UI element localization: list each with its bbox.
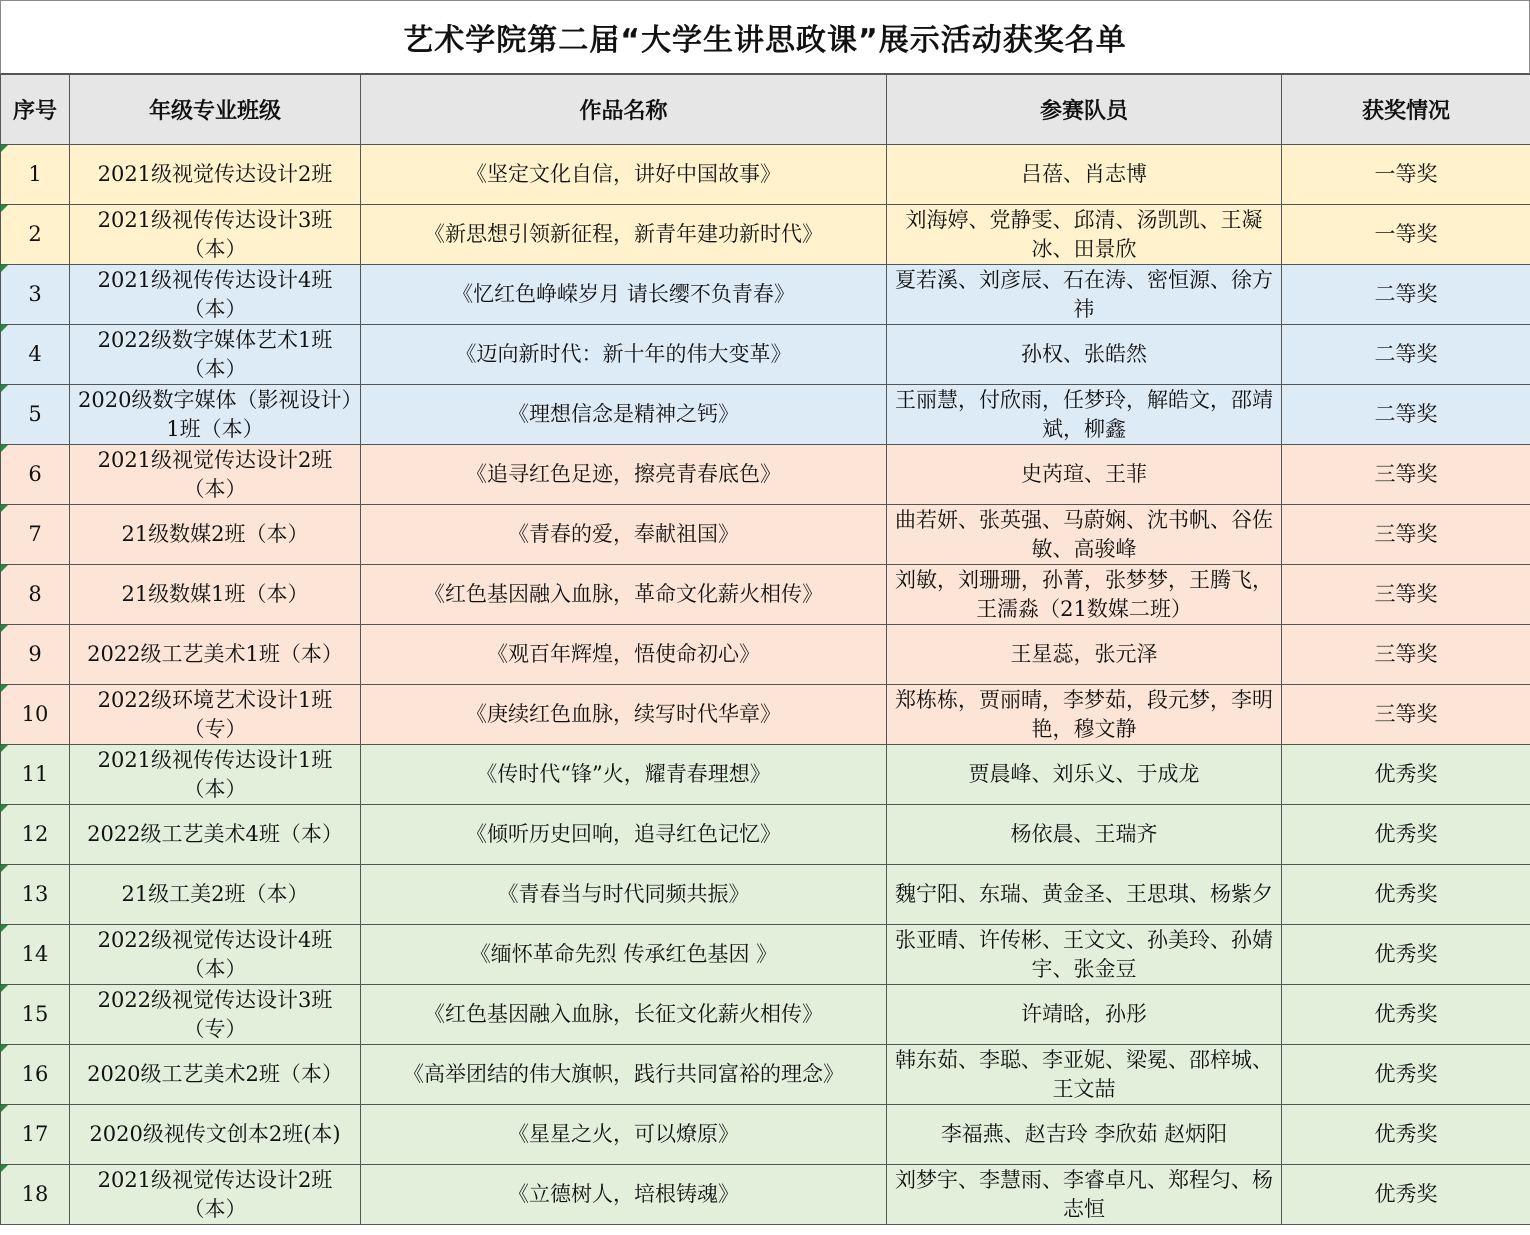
cell-members[interactable]: 夏若溪、刘彦辰、石在涛、密恒源、徐方祎: [887, 265, 1282, 325]
cell-index[interactable]: 8: [1, 565, 70, 625]
cell-members[interactable]: 魏宁阳、东瑞、黄金圣、王思琪、杨紫夕: [887, 865, 1282, 925]
page-title: 艺术学院第二届“大学生讲思政课”展示活动获奖名单: [403, 23, 1127, 58]
cell-index[interactable]: 11: [1, 745, 70, 805]
table-row: [1, 805, 1530, 865]
cell-members[interactable]: 曲若妍、张英强、马蔚娴、沈书帆、谷佐敏、高骏峰: [887, 505, 1282, 565]
cell-members[interactable]: 杨依晨、王瑞齐: [887, 805, 1282, 865]
cell-work[interactable]: 《追寻红色足迹，擦亮青春底色》: [361, 445, 887, 505]
cell-index[interactable]: 4: [1, 325, 70, 385]
cell-class[interactable]: 2020级数字媒体（影视设计）1班（本）: [70, 385, 361, 445]
cell-class[interactable]: 2021级视传传达设计4班（本）: [70, 265, 361, 325]
cell-class[interactable]: 21级数媒2班（本）: [70, 505, 361, 565]
cell-award[interactable]: 三等奖: [1282, 505, 1530, 565]
table-row: [1, 745, 1530, 805]
cell-members[interactable]: 刘海婷、党静雯、邱清、汤凯凯、王凝冰、田景欣: [887, 205, 1282, 265]
cell-index[interactable]: 17: [1, 1105, 70, 1165]
cell-members[interactable]: 刘敏，刘珊珊，孙菁，张梦梦，王腾飞，王濡淼（21数媒二班）: [887, 565, 1282, 625]
cell-work[interactable]: 《立德树人，培根铸魂》: [361, 1165, 887, 1225]
cell-index[interactable]: 9: [1, 625, 70, 685]
cell-class[interactable]: 2021级视传传达设计3班（本）: [70, 205, 361, 265]
cell-work[interactable]: 《忆红色峥嵘岁月 请长缨不负青春》: [361, 265, 887, 325]
header-work[interactable]: 作品名称: [361, 75, 887, 145]
cell-work[interactable]: 《红色基因融入血脉，革命文化薪火相传》: [361, 565, 887, 625]
table-row: [1, 565, 1530, 625]
header-class[interactable]: 年级专业班级: [70, 75, 361, 145]
table-row: [1, 685, 1530, 745]
cell-members[interactable]: 韩东茹、李聪、李亚妮、梁冕、邵梓城、王文喆: [887, 1045, 1282, 1105]
table-row: [1, 385, 1530, 445]
cell-award[interactable]: 优秀奖: [1282, 1165, 1530, 1225]
cell-award[interactable]: 三等奖: [1282, 625, 1530, 685]
table-row: [1, 445, 1530, 505]
cell-index[interactable]: 2: [1, 205, 70, 265]
header-index[interactable]: 序号: [1, 75, 70, 145]
cell-award[interactable]: 优秀奖: [1282, 745, 1530, 805]
table-row: [1, 925, 1530, 985]
header-award[interactable]: 获奖情况: [1282, 75, 1530, 145]
cell-class[interactable]: 21级工美2班（本）: [70, 865, 361, 925]
cell-award[interactable]: 二等奖: [1282, 385, 1530, 445]
cell-index[interactable]: 18: [1, 1165, 70, 1225]
cell-class[interactable]: 2021级视觉传达设计2班: [70, 145, 361, 205]
cell-work[interactable]: 《青春的爱，奉献祖国》: [361, 505, 887, 565]
cell-index[interactable]: 15: [1, 985, 70, 1045]
table-row: [1, 1165, 1530, 1225]
cell-award[interactable]: 二等奖: [1282, 265, 1530, 325]
cell-award[interactable]: 优秀奖: [1282, 865, 1530, 925]
cell-award[interactable]: 三等奖: [1282, 565, 1530, 625]
cell-index[interactable]: 3: [1, 265, 70, 325]
table-body: [1, 145, 1530, 1225]
cell-index[interactable]: 16: [1, 1045, 70, 1105]
cell-members[interactable]: 王丽慧，付欣雨，任梦玲，解皓文，邵靖斌，柳鑫: [887, 385, 1282, 445]
cell-class[interactable]: 2021级视传传达设计1班（本）: [70, 745, 361, 805]
cell-award[interactable]: 二等奖: [1282, 325, 1530, 385]
cell-index[interactable]: 10: [1, 685, 70, 745]
cell-members[interactable]: 贾晨峰、刘乐义、于成龙: [887, 745, 1282, 805]
table-row: [1, 505, 1530, 565]
cell-index[interactable]: 5: [1, 385, 70, 445]
cell-class[interactable]: 2022级数字媒体艺术1班（本）: [70, 325, 361, 385]
table-row: [1, 1105, 1530, 1165]
header-members[interactable]: 参赛队员: [887, 75, 1282, 145]
table-row: [1, 205, 1530, 265]
cell-members[interactable]: 李福燕、赵吉玲 李欣茹 赵炳阳: [887, 1105, 1282, 1165]
cell-index[interactable]: 1: [1, 145, 70, 205]
cell-members[interactable]: 许靖晗，孙彤: [887, 985, 1282, 1045]
cell-work[interactable]: 《倾听历史回响，追寻红色记忆》: [361, 805, 887, 865]
cell-work[interactable]: 《观百年辉煌，悟使命初心》: [361, 625, 887, 685]
cell-index[interactable]: 7: [1, 505, 70, 565]
cell-award[interactable]: 优秀奖: [1282, 1045, 1530, 1105]
cell-index[interactable]: 13: [1, 865, 70, 925]
cell-members[interactable]: 孙权、张皓然: [887, 325, 1282, 385]
cell-work[interactable]: 《新思想引领新征程，新青年建功新时代》: [361, 205, 887, 265]
cell-class[interactable]: 2022级工艺美术4班（本）: [70, 805, 361, 865]
table-row: [1, 325, 1530, 385]
cell-work[interactable]: 《高举团结的伟大旗帜，践行共同富裕的理念》: [361, 1045, 887, 1105]
table-row: [1, 1045, 1530, 1105]
cell-work[interactable]: 《理想信念是精神之钙》: [361, 385, 887, 445]
cell-class[interactable]: 2022级工艺美术1班（本）: [70, 625, 361, 685]
cell-award[interactable]: 优秀奖: [1282, 925, 1530, 985]
cell-work[interactable]: 《迈向新时代：新十年的伟大变革》: [361, 325, 887, 385]
table-row: [1, 625, 1530, 685]
cell-award[interactable]: 优秀奖: [1282, 805, 1530, 865]
cell-work[interactable]: 《青春当与时代同频共振》: [361, 865, 887, 925]
cell-work[interactable]: 《坚定文化自信，讲好中国故事》: [361, 145, 887, 205]
cell-award[interactable]: 三等奖: [1282, 445, 1530, 505]
cell-members[interactable]: 史芮瑄、王菲: [887, 445, 1282, 505]
cell-class[interactable]: 2022级环境艺术设计1班（专）: [70, 685, 361, 745]
cell-members[interactable]: 张亚晴、许传彬、王文文、孙美玲、孙婧宇、张金豆: [887, 925, 1282, 985]
cell-class[interactable]: 2021级视觉传达设计2班（本）: [70, 445, 361, 505]
cell-index[interactable]: 6: [1, 445, 70, 505]
title-cell[interactable]: [0, 0, 1530, 74]
cell-work[interactable]: 《缅怀革命先烈 传承红色基因 》: [361, 925, 887, 985]
award-table: [0, 74, 1530, 1225]
cell-award[interactable]: 优秀奖: [1282, 985, 1530, 1045]
cell-members[interactable]: 王星蕊，张元泽: [887, 625, 1282, 685]
cell-work[interactable]: 《庚续红色血脉，续写时代华章》: [361, 685, 887, 745]
cell-award[interactable]: 一等奖: [1282, 205, 1530, 265]
cell-work[interactable]: 《红色基因融入血脉，长征文化薪火相传》: [361, 985, 887, 1045]
cell-members[interactable]: 郑栋栋，贾丽晴，李梦茹，段元梦，李明艳，穆文静: [887, 685, 1282, 745]
cell-index[interactable]: 14: [1, 925, 70, 985]
cell-work[interactable]: 《传时代“锋”火，耀青春理想》: [361, 745, 887, 805]
cell-award[interactable]: 优秀奖: [1282, 1105, 1530, 1165]
table-row: [1, 985, 1530, 1045]
table-row: [1, 865, 1530, 925]
cell-work[interactable]: 《星星之火，可以燎原》: [361, 1105, 887, 1165]
cell-members[interactable]: 吕蓓、肖志博: [887, 145, 1282, 205]
cell-class[interactable]: 2022级视觉传达设计3班（专）: [70, 985, 361, 1045]
cell-class[interactable]: 2021级视觉传达设计2班（本）: [70, 1165, 361, 1225]
cell-class[interactable]: 2020级视传文创本2班(本): [70, 1105, 361, 1165]
header-row: [1, 75, 1530, 145]
cell-class[interactable]: 2022级视觉传达设计4班（本）: [70, 925, 361, 985]
cell-index[interactable]: 12: [1, 805, 70, 865]
cell-class[interactable]: 2020级工艺美术2班（本）: [70, 1045, 361, 1105]
cell-award[interactable]: 一等奖: [1282, 145, 1530, 205]
cell-award[interactable]: 三等奖: [1282, 685, 1530, 745]
cell-class[interactable]: 21级数媒1班（本）: [70, 565, 361, 625]
table-row: [1, 145, 1530, 205]
table-row: [1, 265, 1530, 325]
cell-members[interactable]: 刘梦宇、李慧雨、李睿卓凡、郑程匀、杨志恒: [887, 1165, 1282, 1225]
